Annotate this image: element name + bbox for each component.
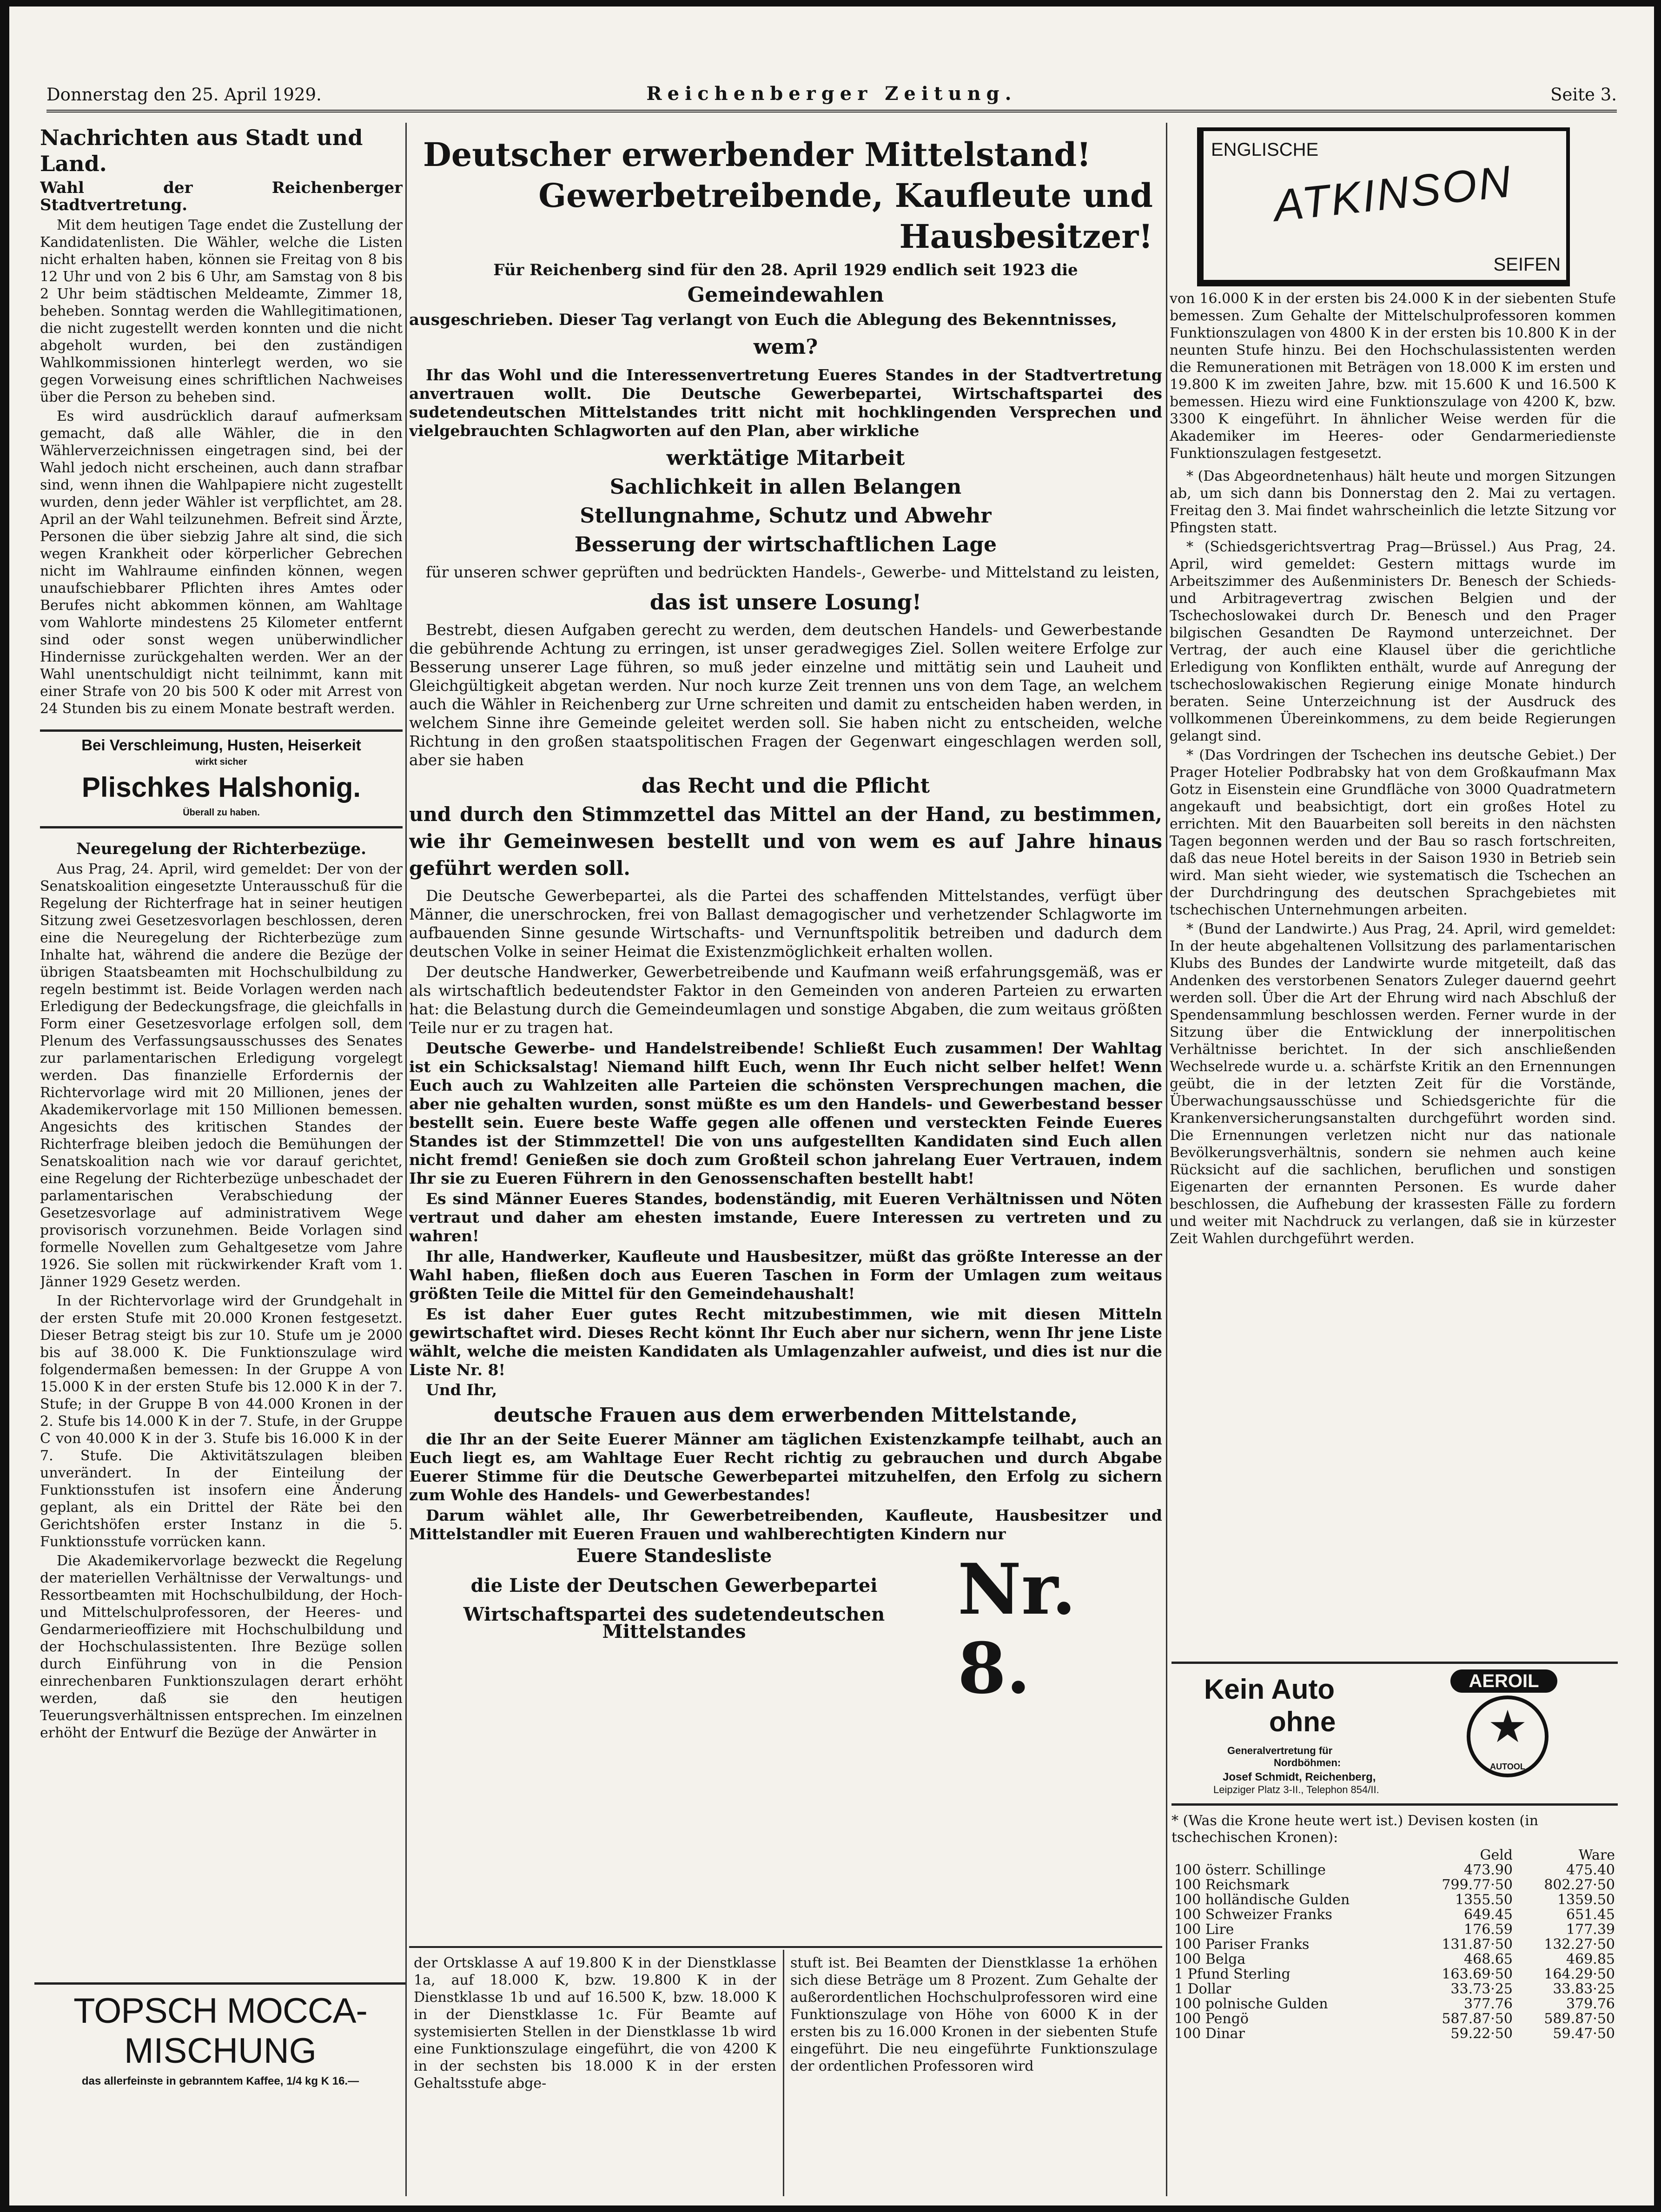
ad-text: wirkt sicher (195, 757, 247, 767)
bid: 59.22·50 (1450, 2026, 1513, 2042)
exchange-title: * (Was die Krone heute wert ist.) Devisen kosten (in tschechischen Kronen): (1171, 1813, 1539, 1846)
appeal-paragraph: Es ist daher Euer gutes Recht mitzubestimmen, wie mit diesen Mitteln gewirtschaftet wird. Dieses Recht könnt Ihr Euch aber nur sichern, wenn Ihr jene Liste wählt, welche die meisten Kandidaten als Umlagenzahler aufweist, und dies ist nur die Liste Nr. 8! (409, 1305, 1162, 1379)
header-title: Reichenberger Zeitung. (646, 83, 1017, 105)
column-header: Geld (1480, 1847, 1513, 1863)
column-divider (405, 123, 407, 2196)
star-icon: ★ (1487, 1702, 1528, 1752)
ask: 475.40 (1566, 1862, 1615, 1878)
article-paragraph: In der Richtervorlage wird der Grundgehalt in der ersten Stufe mit 20.000 Kronen festgesetzt. Dieser Betrag steigt bis zur 10. Stufe um je 2000 bis auf 38.000 K. Die Funktionszulage wird folgendermaßen bemessen: In der Gruppe A von 15.000 K in der ersten Stufe bis 12.000 K in der 7. Stufe; in der Gruppe B von 44.000 Kronen in der 2. Stufe bis 14.000 K in der 7. Stufe, in der Gruppe C von 40.000 K in der 3. Stufe bis 16.000 K in der 7. Stufe. Die Aktivitätszulagen bleiben unverändert. In der Einteilung der Funktionsstufen ist insofern eine Änderung geplant, als ein Drittel der Räte bei den Gerichtshöfen erster Instanz in die 5. Funktionsstufe vorrücken kann. (40, 1293, 403, 1550)
ad-text: Generalvertretung für (1227, 1745, 1333, 1756)
section-title: Nachrichten aus Stadt und Land. (40, 125, 363, 176)
ad-text: Überall zu haben. (183, 808, 260, 818)
appeal-paragraph: Die Deutsche Gewerbepartei, als die Partei des schaffenden Mittelstandes, verfügt über Männer, die unerschrocken, frei von Ballast demagogischer und verhetzender Schlagworte im aufbauenden Sinne gesunde Wirtschafts- und Vernunftspolitik betreiben und dadurch dem deutschen Volke in seiner Heimat die Existenzmöglichkeit erhalten wollen. (409, 887, 1162, 960)
frauen: deutsche Frauen aus dem erwerbenden Mittelstande, (493, 1404, 1078, 1426)
appeal-paragraph: Der deutsche Handwerker, Gewerbetreibende und Kaufmann weiß erfahrungsgemäß, was er als wirtschaftlich bedeutendster Faktor in den Gemeinden von anderen Parteien zu erwarten hat: die Belastung durch die Gemeindeumlagen und sonstige Abgaben, die zum weitaus größten Teile nur er zu tragen hat. (409, 963, 1162, 1037)
ad-brand: MISCHUNG (124, 2031, 317, 2071)
article-paragraph: Es wird ausdrücklich darauf aufmerksam gemacht, daß alle Wähler, die in den Wählerverzeichnissen eingetragen sind, bei der Wahl jedoch nicht erscheinen, auch dann strafbar sind, wenn ihnen die Wahlpapiere nicht zugestellt wurden, denn jeder Wähler ist verpflichtet, am 28. April an der Wahl teilzunehmen. Befreit sind Ärzte, Personen die über siebzig Jahre alt sind, die sich wegen Krankheit oder körperlicher Gebrechen nicht im Wahlraume einfinden können, wegen unaufschiebbarer Pflichten ihres Amtes oder Berufes nicht abkommen können, am Wahltage vom Wahlorte mindestens 25 Kilometer entfernt sind oder sonst wegen unüberwindlicher Hindernisse zurückgehalten werden. Wer an der Wahl unentschuldigt nicht teilnimmt, kann mit einer Strafe von 20 bis 500 K oder mit Arrest von 24 Stunden bis zu einem Monate bestraft werden. (40, 408, 403, 717)
ad-text: SEIFEN (1493, 254, 1561, 275)
appeal-paragraph: Ihr alle, Handwerker, Kaufleute und Hausbesitzer, müßt das größte Interesse an der Wahl haben, fließen doch aus Eueren Taschen in Form der Umlagen zum weitaus größten Teile die Mittel für den Gemeindehaushalt! (409, 1247, 1162, 1303)
currency: 100 Pariser Franks (1174, 1936, 1310, 1953)
liste-line: die Liste der Deutschen Gewerbepartei (470, 1575, 878, 1596)
article-paragraph: Mit dem heutigen Tage endet die Zustellung der Kandidatenlisten. Die Wähler, welche die Listen nicht erhalten haben, können sie Freitag von 8 bis 12 Uhr und von 2 bis 6 Uhr, am Samstag von 8 bis 2 Uhr beim städtischen Meldeamte, Zimmer 18, beheben. Sonntag werden die Wahllegitimationen, die nicht zugestellt werden konnten und die nicht abgeholt wurden, bei den zuständigen Wahlkommissionen hinterlegt werden, wo sie gegen Vorweisung eines schriftlichen Nachweises über die Person zu beheben sind. (40, 217, 403, 405)
table-row (1171, 1878, 1618, 1893)
ad-text: das allerfeinste in gebranntem Kaffee, 1/4 kg K 16.— (81, 2075, 359, 2087)
list-number: Nr. 8. (958, 1549, 1076, 1709)
standesliste: Euere Standesliste (576, 1545, 772, 1567)
table-row (1171, 1922, 1618, 1937)
article-title-wahl: Wahl der Reichenberger Stadtvertretung. (40, 179, 403, 214)
table-row (1171, 1863, 1618, 1878)
ad-text: Nordböhmen: (1274, 1757, 1341, 1768)
header-page-number: Seite 3. (1550, 85, 1617, 105)
ask: 802.27·50 (1544, 1877, 1615, 1893)
article-title-richter: Neuregelung der Richterbezüge. (76, 840, 367, 858)
table-header (1171, 1848, 1618, 1863)
exchange-table (1171, 1848, 1618, 2041)
article-paragraph: Die Akademikervorlage bezweckt die Regelung der materiellen Verhältnisse der Verwaltungs- und Ressortbeamten mit Hochschulbildung, der Hoch- und Mittelschulprofessoren, der Heeres- und Gendarmerieoffiziere mit Hochschulbildung und der Hochschulassistenten. Ihre Bezüge sollen durch Einführung von in die Pension einrechenbaren Funktionszulagen derart erhöht werden, daß sie den heutigen Teuerungsverhältnissen entsprechen. Im einzelnen erhöht der Entwurf die Bezüge der Anwärter in (40, 1553, 403, 1741)
currency: 1 Pfund Sterling (1174, 1966, 1290, 1982)
table-row (1171, 1952, 1618, 1967)
table-row (1171, 1937, 1618, 1952)
appeal-intro: Für Reichenberg sind für den 28. April 1929 endlich seit 1923 die (493, 261, 1078, 279)
ad-text: Bei Verschleimung, Husten, Heiserkeit (81, 736, 361, 754)
article-paragraph: von 16.000 K in der ersten bis 24.000 K in der siebenten Stufe bemessen. Zum Gehalte der Mittelschulprofessoren kommen Funktionszulagen von 4800 K in der ersten bis 10.800 K in der neunten Stufe hinzu. Bei den Hochschulassistenten werden die Remunerationen mit Beträgen von 18.000 K im ersten und 19.800 K im zweiten Jahre, bzw. mit 15.600 K und 16.500 K bemessen. Hiezu wird eine Funktionszulage von 4200 K, bzw. 3300 K eingeführt. In ähnlicher Weise werden für die Akademiker im Heeres- oder Gendarmeriedienste Funktionszulagen festgesetzt. (1170, 291, 1616, 462)
aeroil-logo (1450, 1669, 1557, 1693)
recht-und-pflicht: das Recht und die Pflicht (641, 774, 930, 798)
ad-text: ohne (1269, 1706, 1336, 1737)
appeal-paragraph: Darum wählet alle, Ihr Gewerbetreibenden, Kaufleute, Hausbesitzer und Mittelstandler mit Eueren Frauen und wahlberechtigten Kindern nur (409, 1506, 1162, 1543)
currency: 100 Schweizer Franks (1174, 1907, 1332, 1923)
ask: 177.39 (1566, 1921, 1615, 1938)
currency: 100 Pengö (1174, 2011, 1249, 2027)
article-paragraph: Aus Prag, 24. April, wird gemeldet: Der von der Senatskoalition eingesetzte Unterausschuß für die Regelung der Richterfrage hat in seiner heutigen Sitzung zwei Gesetzesvorlagen beschlossen, deren eine die Neuregelung der Richterbezüge zum Inhalte hat, während die andere die Bezüge der übrigen Staatsbeamten mit Hochschulbildung zu regeln bestimmt ist. Beide Vorlagen werden nach Erledigung der Bedeckungsfrage, die gleichfalls in Form einer Gesetzesvorlage erfolgen soll, dem Plenum des Verfassungsausschusses des Senates zur parlamentarischen Erledigung vorgelegt werden. Das finanzielle Erfordernis der Richtervorlage wird mit 20 Millionen, jenes der Akademikervorlage mit 150 Millionen bemessen. Angesichts des kritischen Standes der Richterfrage bleiben jedoch die Bemühungen der Senatskoalition nach wie vor darauf gerichtet, eine Regelung der Richterbezüge unbeschadet der parlamentarischen Verabschiedung der Gesetzesvorlage auf administrativem Wege provisorisch vorzunehmen. Beide Vorlagen sind formelle Novellen zum Gehaltgesetze vom Jahre 1926. Sie sollen mit rückwirkender Kraft vom 1. Jänner 1929 Gesetz werden. (40, 861, 403, 1290)
autool-badge (1467, 1695, 1549, 1777)
currency: 100 österr. Schillinge (1174, 1862, 1326, 1878)
ask: 33.83·25 (1553, 1981, 1615, 1997)
atkinson-ad (1197, 127, 1570, 286)
election-appeal (409, 134, 1162, 1938)
appeal-paragraph: für unseren schwer geprüften und bedrückten Handels-, Gewerbe- und Mittelstand zu leisten, (426, 563, 1160, 581)
appeal-text: ausgeschrieben. Dieser Tag verlangt von Euch die Ablegung des Bekenntnisses, (409, 311, 1117, 329)
ask: 1359.50 (1557, 1892, 1615, 1908)
liste-block (409, 1545, 1162, 1709)
ad-brand: ATKINSON (1271, 156, 1515, 231)
appeal-headline: Deutscher erwerbender Mittelstand! (423, 135, 1091, 174)
continuation-col-1: der Ortsklasse A auf 19.800 K in der Dienstklasse 1a, auf 18.000 K, bzw. 19.800 K in der Dienstklasse 1b und auf 16.500 K, bzw. 18.000 K in der Dienstklasse 1c. Für Beamte auf systemisierten Stellen in der Dienstklasse 1b wird eine Funktionszulage eingeführt, die von 4200 K in der sechsten bis 18.000 K in der ersten Gehaltsstufe abge- (414, 1955, 776, 2092)
ad-text: Kein Auto (1204, 1674, 1335, 1705)
article-paragraph: * (Das Abgeordnetenhaus) hält heute und morgen Sitzungen ab, um sich dann bis Donnerstag den 2. Mai zu vertagen. Freitag den 3. Mai findet wahrscheinlich die letzte Sitzung vor Pfingsten statt. (1170, 468, 1616, 536)
currency: 1 Dollar (1174, 1981, 1231, 1997)
right-column (1170, 290, 1616, 1648)
table-row (1171, 1982, 1618, 1997)
ask: 469.85 (1566, 1951, 1615, 1967)
appeal-paragraph: Und Ihr, (426, 1381, 497, 1399)
bid: 163.69·50 (1442, 1966, 1513, 1982)
currency: 100 Dinar (1174, 2026, 1245, 2042)
topsch-mocca-ad (34, 1982, 406, 2107)
table-row (1171, 2027, 1618, 2041)
goal-item: Stellungnahme, Schutz und Abwehr (580, 504, 992, 528)
bid: 1355.50 (1455, 1892, 1513, 1908)
article-paragraph: * (Bund der Landwirte.) Aus Prag, 24. April, wird gemeldet: In der heute abgehaltenen Vollsitzung des parlamentarischen Klubs des Bundes der Landwirte wurde mitgeteilt, daß das Andenken des verstorbenen Senators Zuleger dauernd geehrt werden soll. Über die Art der Ehrung wird nach Abschluß der Spendensammlung beschlossen werden. Ferner wurde in der Sitzung über die Entwicklung der innerpolitischen Verhältnisse berichtet. In der sich anschließenden Wechselrede wurde u. a. schärfste Kritik an den Ernennungen geübt, die in der letzten Zeit für die Vorstände, Überwachungsausschüsse und Schiedsgerichte für die Krankenversicherungsanstalten durchgeführt worden sind. Die Ernennungen verletzen nicht nur das nationale Bevölkerungsverhältnis, sondern sie nehmen auch keine Rücksicht auf die sachlichen, beruflichen und sonstigen Eigenarten der ernannten Personen. Es wurde daher beschlossen, die Aufhebung der krassesten Fälle zu fordern und weiter mit Nachdruck zu verlangen, daß sie in kürzester Zeit Wahlen durchgeführt werden. (1170, 921, 1616, 1247)
ask: 59.47·50 (1553, 2026, 1615, 2042)
appeal-paragraph: Bestrebt, diesen Aufgaben gerecht zu werden, dem deutschen Handels- und Gewerbestande die gebührende Achtung zu erringen, ist unser geradwegiges Ziel. Sollen weitere Erfolge zur Besserung unserer Lage führen, so muß jeder einzelne und mittätig sein und Lauheit und Gleichgültigkeit abgetan werden. Nur noch kurze Zeit trennen uns von dem Tage, an welchem auch die Wähler in Reichenberg zur Urne schreiten und damit zu entscheiden haben werden, in welchem Sinne ihre Gemeinde geleitet werden soll. Sie haben nicht zu entscheiden, welche Richtung in den großen staatspolitischen Fragen der Gegenwart eingeschlagen werden soll, aber sie haben (409, 621, 1162, 769)
gemeindewahlen: Gemeindewahlen (687, 283, 884, 307)
currency: 100 holländische Gulden (1174, 1892, 1350, 1908)
ask: 379.76 (1566, 1996, 1615, 2012)
liste-line: Wirtschaftspartei des sudetendeutschen Mittelstandes (463, 1603, 885, 1642)
ask: 164.29·50 (1544, 1966, 1615, 1982)
column-header: Ware (1578, 1847, 1615, 1863)
ad-text: AUTOOL (1490, 1762, 1525, 1771)
bid: 649.45 (1464, 1907, 1513, 1923)
ad-brand: TOPSCH MOCCA- (73, 1991, 367, 2031)
losung: das ist unsere Losung! (649, 589, 922, 615)
table-row (1171, 1997, 1618, 2012)
ad-text: Josef Schmidt, Reichenberg, (1223, 1771, 1376, 1783)
currency: 100 Belga (1174, 1951, 1246, 1967)
bid: 176.59 (1464, 1921, 1513, 1938)
appeal-headline: Gewerbetreibende, Kaufleute und Hausbesitzer! (538, 176, 1153, 256)
currency: 100 Reichsmark (1174, 1877, 1290, 1893)
goal-item: Besserung der wirtschaftlichen Lage (574, 533, 997, 556)
column-divider (1166, 123, 1167, 2196)
ad-text: Leipziger Platz 3-II., Telephon 854/II. (1213, 1784, 1379, 1795)
appeal-goals (409, 444, 1162, 559)
ask: 589.87·50 (1544, 2011, 1615, 2027)
appeal-paragraph: die Ihr an der Seite Euerer Männer am täglichen Existenzkampfe teilhabt, auch an Euch liegt es, am Wahltage Euer Recht richtig zu gebrauchen und durch Abgabe Euerer Stimme für die Deutsche Gewerbepartei mitzuhelfen, den Erfolg zu sichern zum Wohle des Handels- und Gewerbestandes! (409, 1430, 1162, 1504)
currency: 100 polnische Gulden (1174, 1996, 1328, 2012)
ad-text: ENGLISCHE (1211, 139, 1319, 160)
newspaper-page (9, 7, 1654, 2205)
wem: wem? (753, 335, 818, 359)
table-row (1171, 1907, 1618, 1922)
bid: 33.73·25 (1450, 1981, 1513, 1997)
table-row (1171, 1967, 1618, 1982)
header-date: Donnerstag den 25. April 1929. (46, 85, 322, 105)
article-paragraph: * (Schiedsgerichtsvertrag Prag—Brüssel.) Aus Prag, 24. April, wird gemeldet: Gestern mittags wurde im Arbeitszimmer des Außenministers Dr. Benesch der Schieds- und Arbitragevertrag zwischen Belgien und der Tschechoslowakei durch Dr. Benesch und den Prager bilgischen Gesandten De Raymond unterzeichnet. Der Vertrag, der auch eine Klausel über die gerichtliche Erledigung von Konflikten enthält, wurde auf Anregung der tschechoslowakischen Regierung einige Monate hindurch beraten. Seine Unterzeichnung ist der Ausdruck des vollkommenen Übereinkommens, zu dem beide Regierungen gelangt sind. (1170, 539, 1616, 744)
ad-brand: Plischkes Halshonig. (81, 772, 361, 803)
table-row (1171, 2012, 1618, 2027)
page-header (46, 76, 1617, 113)
bid: 468.65 (1464, 1951, 1513, 1967)
ask: 651.45 (1566, 1907, 1615, 1923)
bid: 587.87·50 (1442, 2011, 1513, 2027)
goal-item: Sachlichkeit in allen Belangen (609, 475, 962, 499)
column-divider (783, 1950, 784, 2196)
goal-item: werktätige Mitarbeit (666, 446, 905, 470)
bid: 131.87·50 (1442, 1936, 1513, 1953)
aeroil-ad (1171, 1662, 1618, 1806)
stimmzettel: und durch den Stimmzettel das Mittel an der Hand, zu bestimmen, wie ihr Gemeinwesen bestellt und von wem es auf Jahre hinaus geführt werden soll. (409, 803, 1162, 880)
table-row (1171, 1893, 1618, 1907)
article-paragraph: * (Das Vordringen der Tschechen ins deutsche Gebiet.) Der Prager Hotelier Podbrabsky hat von dem Großkaufmann Max Gotz in Eisenstein eine Grundfläche von 3000 Quadratmetern angekauft und beabsichtigt, dort ein großes Hotel zu errichten. Mit den Bauarbeiten soll bereits in den nächsten Tagen begonnen werden und der Bau so rasch fortschreiten, daß das neue Hotel bereits in der Saison 1930 in Betrieb sein wird. Man sieht wieder, wie systematisch die Tschechen an der Durchdringung des deutschen Sprachgebietes mit tschechischen Unternehmungen arbeiten. (1170, 747, 1616, 918)
appeal-paragraph: Es sind Männer Eueres Standes, bodenständig, mit Eueren Verhältnissen und Nöten vertraut und daher am ehesten imstande, Euere Interessen zu vertreten und zu wahren! (409, 1190, 1162, 1245)
halshonig-ad (40, 729, 403, 828)
continuation-col-2: stuft ist. Bei Beamten der Dienstklasse 1a erhöhen sich diese Beträge um 8 Prozent. Zum Gehalte der außerordentlichen Hochschulprofessoren wird eine Funktionszulage von Höhe von 6000 K in der ersten bis zu 16.000 Kronen in der siebenten Stufe eingeführt. Die neu eingeführte Funktionszulage der ordentlichen Professoren wird (790, 1955, 1158, 2074)
appeal-paragraph: Deutsche Gewerbe- und Handelstreibende! Schließt Euch zusammen! Der Wahltag ist ein Schicksalstag! Niemand hilft Euch, wenn Ihr Euch nicht selber helfet! Wenn Euch auch zu Wahlzeiten alle Parteien die schönsten Versprechungen machen, die aber nie gehalten wurden, sonst müßte es um den Handels- und Gewerbestand besser bestellt sein. Euere beste Waffe gegen alle offenen und versteckten Feinde Eueres Standes ist der Stimmzettel! Die von uns aufgestellten Kandidaten sind Euch allen nicht fremd! Genießen sie doch zum Großteil schon jahrelang Euer Vertrauen, indem Ihr sie zu Eueren Führern in den Genossenschaften bestellt habt! (409, 1039, 1162, 1187)
ask: 132.27·50 (1544, 1936, 1615, 1953)
bid: 377.76 (1464, 1996, 1513, 2012)
bid: 473.90 (1464, 1862, 1513, 1878)
bid: 799.77·50 (1442, 1877, 1513, 1893)
left-column (40, 123, 403, 1982)
bottom-rule (409, 1946, 1162, 1948)
currency: 100 Lire (1174, 1921, 1234, 1938)
ad-brand: AEROIL (1469, 1671, 1539, 1691)
exchange-rates (1171, 1813, 1618, 2041)
appeal-paragraph: Ihr das Wohl und die Interessenvertretung Eueres Standes in der Stadtvertretung anvertrauen wollt. Die Deutsche Gewerbepartei, Wirtschaftspartei des sudetendeutschen Mittelstandes tritt nicht mit hochklingenden Versprechen und vielgebrauchten Schlagworten auf den Plan, aber wirkliche (409, 366, 1162, 440)
